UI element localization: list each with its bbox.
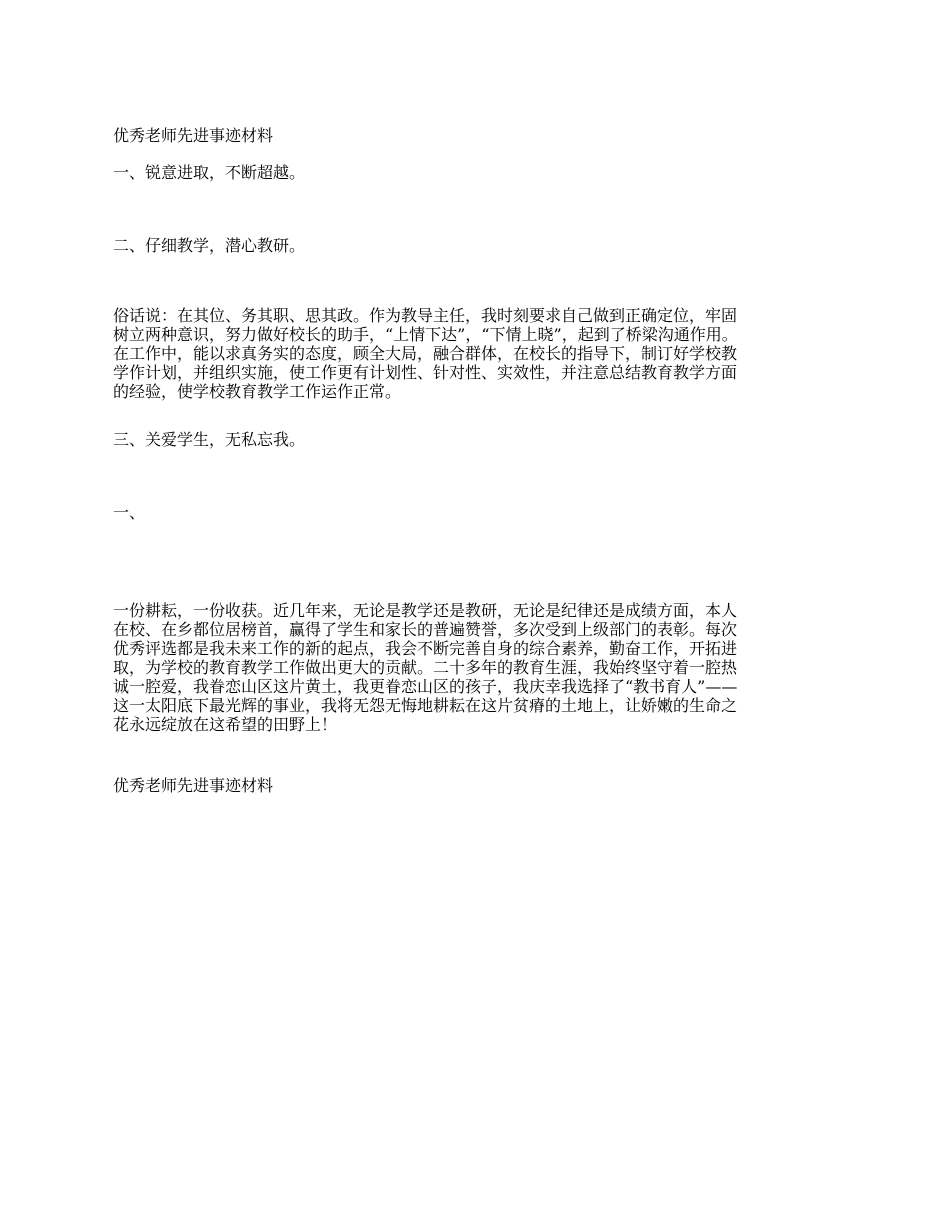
paragraph-1-line: 在工作中，能以求真务实的态度，顾全大局，融合群体，在校长的指导下，制订好学校教	[113, 344, 738, 363]
paragraph-2-line: 诚一腔爱，我眷恋山区这片黄土，我更眷恋山区的孩子，我庆幸我选择了“教书育人”——	[113, 677, 738, 696]
section-heading-3: 三、关爱学生，无私忘我。	[113, 430, 306, 449]
paragraph-2-line: 取，为学校的教育教学工作做出更大的贡献。二十多年的教育生涯，我始终坚守着一腔热	[113, 658, 738, 677]
paragraph-2-line: 在校、在乡都位居榜首，赢得了学生和家长的普遍赞誉，多次受到上级部门的表彰。每次	[113, 620, 738, 639]
document-title: 优秀老师先进事迹材料	[113, 126, 274, 145]
section-heading-1: 一、锐意进取，不断超越。	[113, 163, 306, 182]
section-heading-2: 二、仔细教学，潜心教研。	[113, 236, 306, 255]
paragraph-2-line: 花永远绽放在这希望的田野上！	[113, 715, 338, 734]
paragraph-2-line: 一份耕耘，一份收获。近几年来，无论是教学还是教研，无论是纪律还是成绩方面，本人	[113, 601, 738, 620]
paragraph-1-line: 俗话说：在其位、务其职、思其政。作为教导主任，我时刻要求自己做到正确定位，牢固	[113, 306, 738, 325]
paragraph-2	[113, 601, 840, 734]
paragraph-1-line: 的经验，使学校教育教学工作运作正常。	[113, 382, 402, 401]
footer-title: 优秀老师先进事迹材料	[113, 776, 274, 795]
paragraph-2-line: 优秀评选都是我未来工作的新的起点，我会不断完善自身的综合素养，勤奋工作，开拓进	[113, 639, 738, 658]
paragraph-2-line: 这一太阳底下最光辉的事业，我将无怨无悔地耕耘在这片贫瘠的土地上，让娇嫩的生命之	[113, 696, 738, 715]
paragraph-1	[113, 306, 840, 401]
paragraph-1-line: 学作计划，并组织实施，使工作更有计划性、针对性、实效性，并注意总结教育教学方面	[113, 363, 738, 382]
section-heading-4: 一、	[113, 503, 146, 522]
paragraph-1-line: 树立两种意识，努力做好校长的助手，“上情下达”，“下情上晓”，起到了桥梁沟通作用。	[113, 325, 738, 344]
